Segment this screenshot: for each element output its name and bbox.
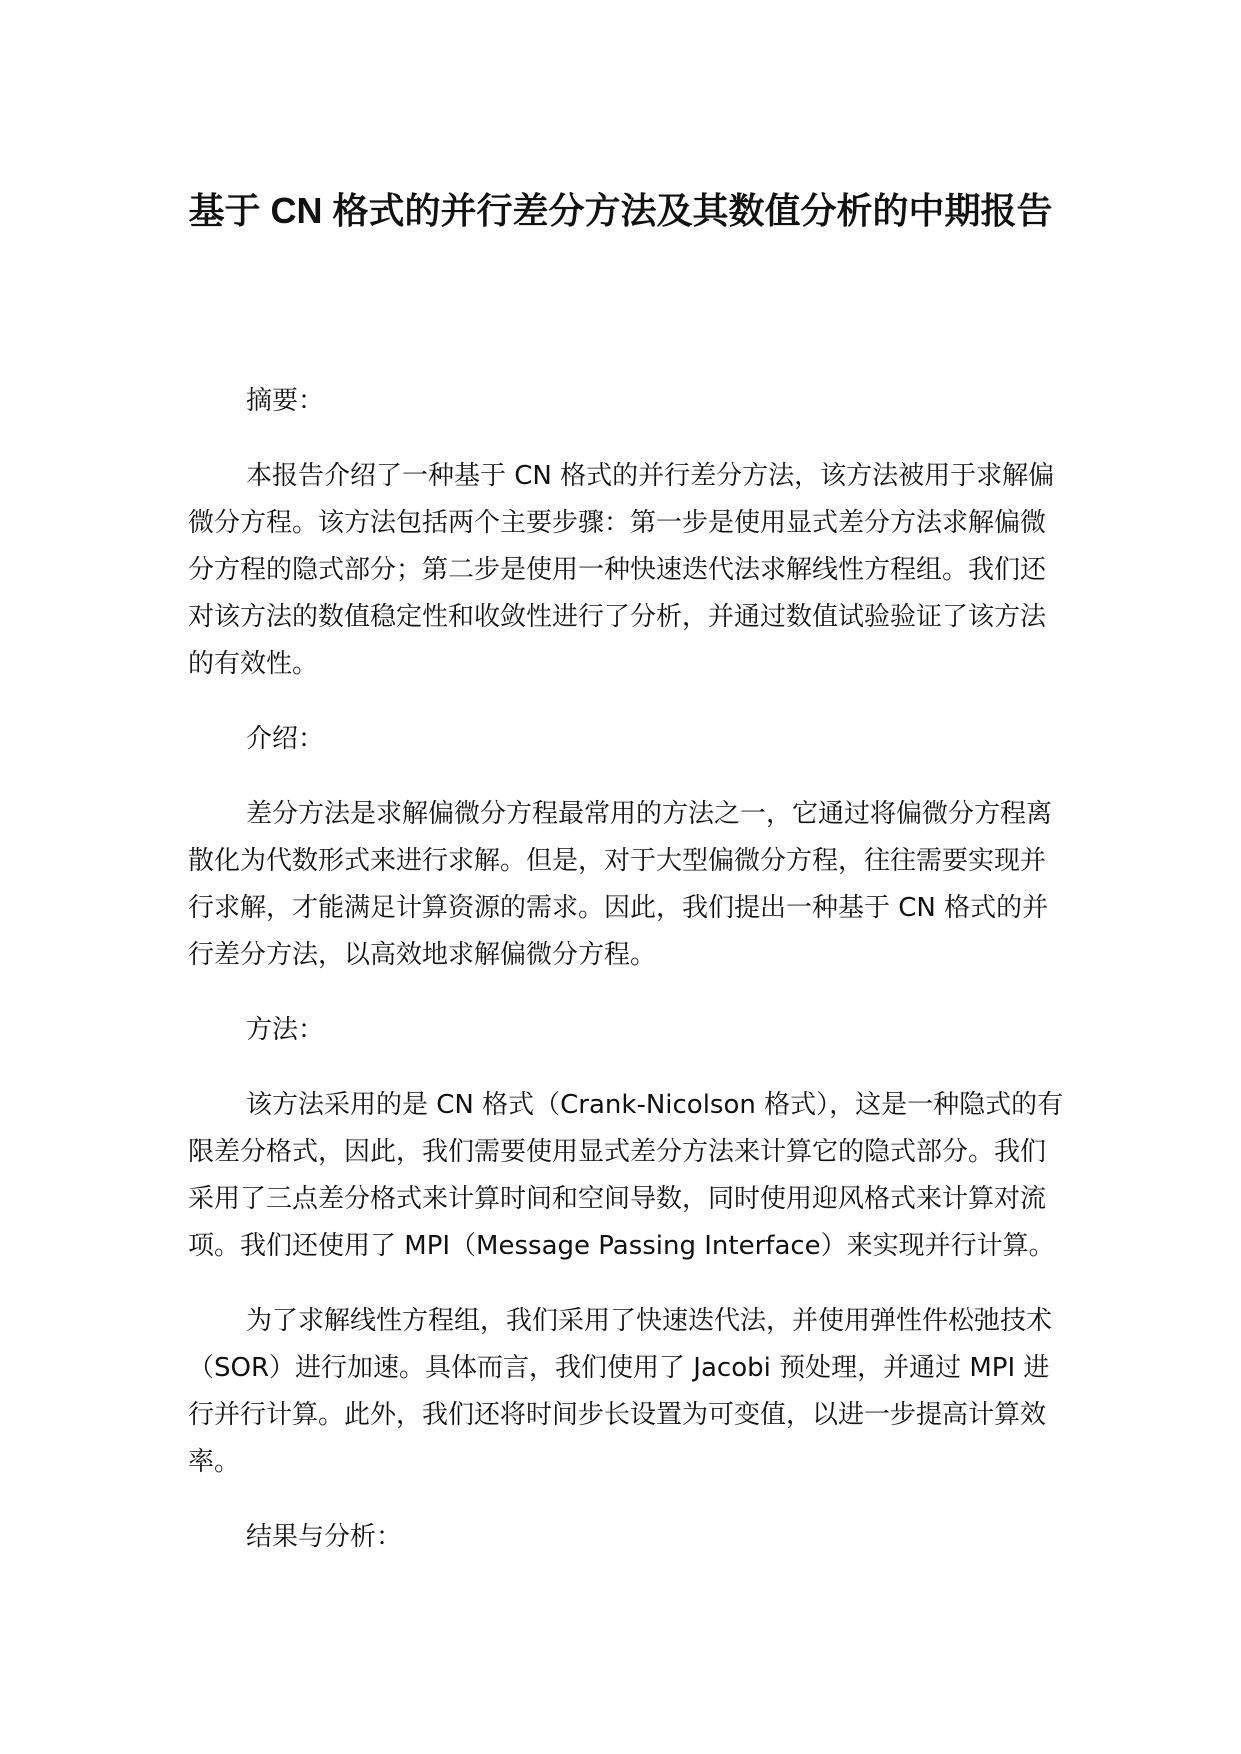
section-heading-abstract: 摘要： bbox=[246, 386, 325, 416]
document-title: 基于 CN 格式的并行差分方法及其数值分析的中期报告 bbox=[188, 190, 1053, 231]
paragraph-abstract: 本报告介绍了一种基于 CN 格式的并行差分方法，该方法被用于求解偏微分方程。该方法包括两个主要步骤：第一步是使用显式差分方法求解偏微分方程的隐式部分；第二步是使用一种快速迭代法求解线性方程组。我们还对该方法的数值稳定性和收敛性进行了分析，并通过数值试验验证了该方法的有效性。 bbox=[188, 461, 1055, 679]
paragraph-method-1: 该方法采用的是 CN 格式（Crank-Nicolson 格式），这是一种隐式的有限差分格式，因此，我们需要使用显式差分方法来计算它的隐式部分。我们采用了三点差分格式来计算时间和空间导数，同时使用迎风格式来计算对流项。我们还使用了 MPI（Message Passing Interface）来实现并行计算。 bbox=[188, 1090, 1064, 1261]
document-body bbox=[188, 378, 1066, 1589]
paragraph-method-2: 为了求解线性方程组，我们采用了快速迭代法，并使用弹性件松弛技术（SOR）进行加速。具体而言，我们使用了 Jacobi 预处理，并通过 MPI 进行并行计算。此外，我们还将时间步长设置为可变值，以进一步提高计算效率。 bbox=[188, 1306, 1053, 1477]
section-heading-results: 结果与分析： bbox=[246, 1522, 403, 1552]
section-heading-method: 方法： bbox=[246, 1015, 325, 1045]
paragraph-introduction: 差分方法是求解偏微分方程最常用的方法之一，它通过将偏微分方程离散化为代数形式来进行求解。但是，对于大型偏微分方程，往往需要实现并行求解，才能满足计算资源的需求。因此，我们提出一种基于 CN 格式的并行差分方法，以高效地求解偏微分方程。 bbox=[188, 799, 1053, 970]
section-heading-introduction: 介绍： bbox=[246, 724, 325, 754]
